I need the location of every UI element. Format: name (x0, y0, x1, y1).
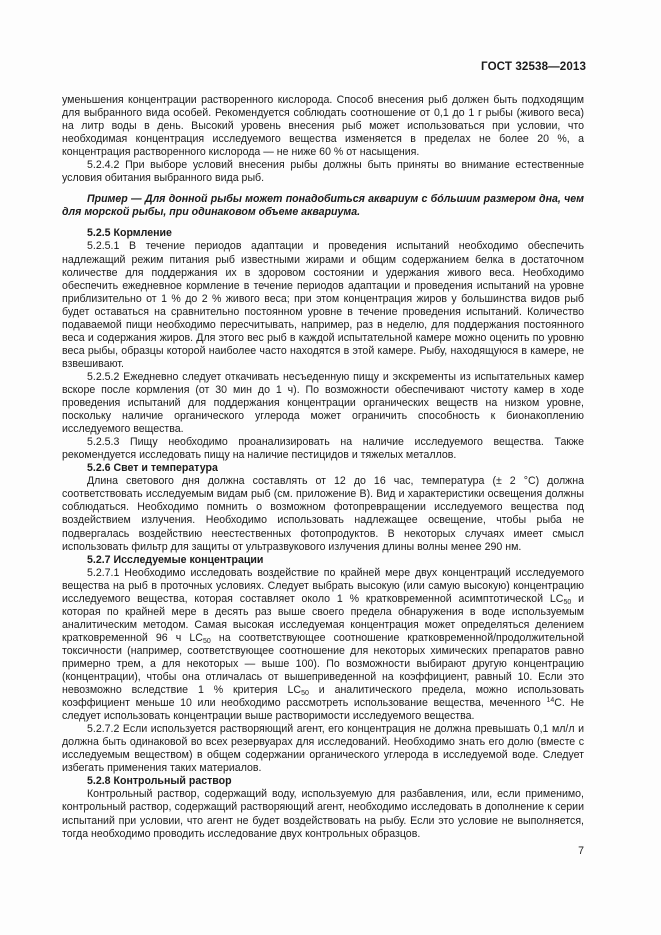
text-run: на соответствующее соотношение кратковременной/продолжительной токсичности (например, соответствующее соотношение для некоторых химических препаратов равно примерно трем, а для некоторых — выше 100). По возможности выбирают другую концентрацию (концентрации), чтобы она отличалась от вышеприведенной на коэффициент, равный 10. Если это невозможно вследствие 1 % критерия LC (62, 631, 584, 697)
heading-5-2-5: 5.2.5 Кормление (87, 227, 172, 240)
subscript-50: 50 (202, 637, 211, 645)
subscript-50: 50 (563, 598, 572, 606)
paragraph-5-2-7-2: 5.2.7.2 Если используется растворяющий агент, его концентрация не должна превышать 0,1 мл/л и должна быть одинаковой во всех резервуарах для исследований. Необходимо знать его долю (вместе с исследуемым веществом) в общем содержании органического углерода в исследуемой воде. Следует избегать применения таких материалов. (62, 723, 584, 775)
paragraph-5-2-8: Контрольный раствор, содержащий воду, используемую для разбавления, или, если применимо, контрольный раствор, содержащий растворяющий агент, необходимо исследовать в дополнение к серии испытаний при условии, что агент не будет воздействовать на рыбу. Если это условие не выполняется, тогда необходимо проводить исследование двух контрольных образцов. (62, 788, 584, 840)
superscript-14: 14 (546, 697, 555, 705)
paragraph-5-2-5-3: 5.2.5.3 Пищу необходимо проанализировать на наличие исследуемого вещества. Также рекомендуется исследовать пищу на наличие пестицидов и тяжелых металлов. (62, 436, 584, 462)
example-text: — Для донной рыбы может понадобиться аквариум с бóльшим размером дна, чем для морской рыбы, при одинаковом объеме аквариума. (62, 193, 584, 219)
text-run: и которая по крайней мере в десять раз выше своего предела обнаружения в воде используемым аналитическим методом. Самая высокая исследуемая концентрация может определяться делением кратковременной 96 ч LC (62, 592, 584, 644)
paragraph-5-2-5-1: 5.2.5.1 В течение периодов адаптации и проведения испытаний необходимо обеспечить надлежащий режим питания рыб известными жирами и общим содержанием белка в достаточном количестве для поддержания их в здоровом состоянии и удержания живого веса. Необходимо обеспечить ежедневное кормление в течение периодов адаптации и проведения испытаний на уровне приблизительно от 1 % до 2 % живого веса; при этом концентрация жиров у большинства видов рыб будет оставаться на сравнительно постоянном уровне в течение проведения испытаний. Количество подаваемой пищи необходимо пересчитывать, например, раз в неделю, для поддержания постоянного веса и содержания жиров. Для этого вес рыб в каждой испытательной камере можно оценить по уровню веса рыбы, образцы которой наиболее часто находятся в этой камере. Рыбу, находящуюся в камере, не взвешивают. (62, 240, 584, 370)
subscript-50: 50 (301, 690, 309, 698)
paragraph-5-2-4-2: 5.2.4.2 При выборе условий внесения рыбы должны быть приняты во внимание естественные условия обитания выбранного вида рыб. (62, 159, 584, 185)
paragraph-continuation: уменьшения концентрации растворенного кислорода. Способ внесения рыб должен быть подходящим для выбранного вида особей. Рекомендуется соблюдать соотношение от 0,1 до 1 г рыбы (живого веса) на литр воды в день. Высокий уровень внесения рыб может использоваться при условии, что необходимая концентрация исследуемого вещества изменяется в пределах не более 20 %, а концентрация растворенного кислорода — не ниже 60 % от насыщения. (62, 94, 584, 159)
paragraph-5-2-5-2: 5.2.5.2 Ежедневно следует откачивать несъеденную пищу и экскременты из испытательных камер вскоре после кормления (от 30 мин до 1 ч). По возможности обеспечивают чистоту камер в ходе проведения испытаний для поддержания концентрации органических веществ на низком уровне, поскольку наличие органического углерода может ограничить способность к бионакоплению исследуемого вещества. (62, 370, 584, 436)
paragraph-5-2-7-1 (62, 567, 584, 724)
text-run: C. Не следует использовать концентрации выше растворимости исследуемого вещества. (62, 697, 584, 723)
standard-header: ГОСТ 32538—2013 (481, 60, 586, 73)
page-number: 7 (578, 845, 584, 857)
heading-5-2-6: 5.2.6 Свет и температура (87, 462, 218, 475)
text-run: 5.2.7.1 Необходимо исследовать воздействие по крайней мере двух концентраций исследуемого вещества на рыб в проточных условиях. Следует выбрать высокую (или самую высокую) концентрацию исследуемого вещества, которая составляет около 1 % кратковременной асимптотической LC (62, 566, 584, 605)
document-body (62, 94, 584, 841)
text-run: и аналитического предела, можно использовать коэффициент меньше 10 или необходимо рассмотреть использование вещества, меченного (62, 684, 584, 710)
paragraph-5-2-6: Длина светового дня должна составлять от 12 до 16 час, температура (± 2 °C) должна соответствовать исследуемым видам рыб (см. приложение В). Вид и характеристики освещения должны соблюдаться. Необходимо помнить о возможном фотопревращении исследуемого вещества под воздействием излучения. Необходимо использовать надлежащее освещение, чтобы рыба не подвергалась воздействию неестественных фотопродуктов. В некоторых случаях имеет смысл использовать фильтр для защиты от ультразвукового излучения длины волны менее 290 нм. (62, 475, 584, 553)
example-lead: Пример (87, 193, 128, 206)
heading-5-2-7: 5.2.7 Исследуемые концентрации (87, 553, 264, 566)
example-note (62, 193, 584, 219)
heading-5-2-8: 5.2.8 Контрольный раствор (87, 775, 232, 788)
